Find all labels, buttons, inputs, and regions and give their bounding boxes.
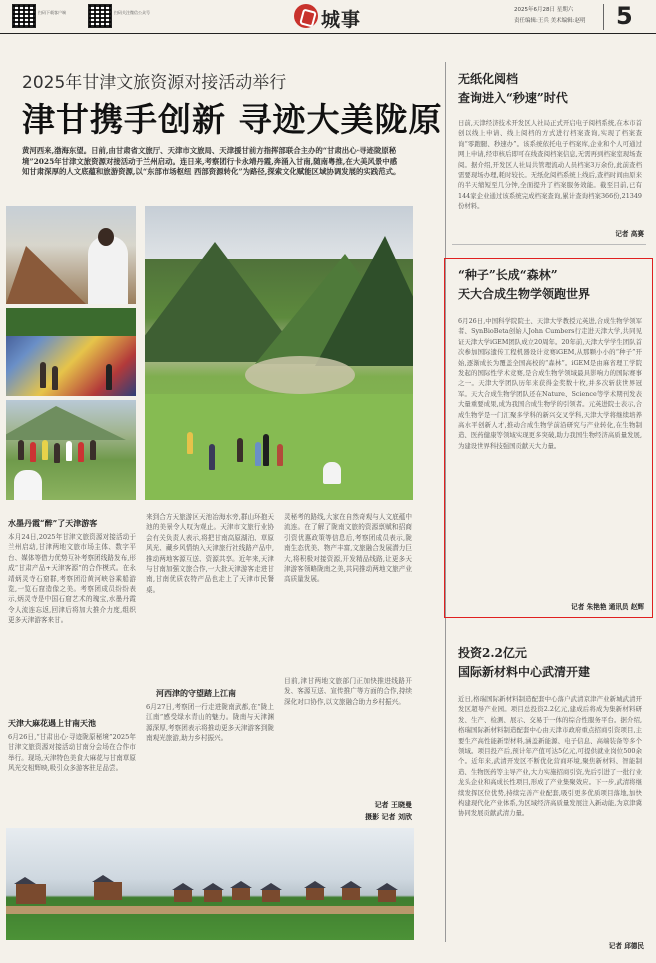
body-text-col2b: 6月27日,考察团一行走进陇南武都,在“陇上江南”感受绿水青山的魅力。陇南与天津渊源深厚,考察团表示将推动更多天津游客到陇南观光旅游,助力乡村振兴。 — [146, 703, 274, 743]
lead-intro: 黄河西来,渤海东望。日前,由甘肃省文旅厅、天津市文旅局、天津援甘前方指挥部联合主办的“甘肃出心·寻迹陇原秘境”2025年甘津文旅资源对接活动于兰州启动。连日来,考察团行卡永靖丹霞,奔涌入甘南,随南粤推,在大美风景中感知甘肃深厚的人文底蕴和旅游资源,以“东部市场枢纽 西部资源转化”为路径,探索文化赋能区域协调发展的实践范式。 — [22, 146, 401, 176]
story1-title-line2[interactable]: 查询进入“秒速”时代 — [458, 91, 568, 105]
story3-byline: 记者 邱德民 — [608, 942, 644, 950]
body-text-col2: 来到合方天旅游区天池冶海水旁,群山环抱天池的美景令人叹为观止。天津市文旅行业协会有关负责人表示,将把甘南高原湖泊、草原风光、藏乡风情纳入天津旅行社线路产品中,推动两地客源互送、资源共享。近年来,天津与甘南加强文旅合作,一大批天津游客走进甘南,甘南优质农特产品也走上了天津市民餐桌。 — [146, 513, 274, 594]
masthead — [0, 0, 656, 34]
lead-headline[interactable]: 津甘携手创新 寻迹大美陇原 — [22, 100, 443, 139]
sub-heading: 河西津的守望踏上江南 — [156, 688, 236, 698]
body-text-col1b: 6月26日,“甘肃出心·寻迹陇原秘境”2025年甘津文旅资源对接活动甘南分会场在合作市举行。现场,天津特色美食大麻花与甘南草原风光交相辉映,吸引众多游客驻足品尝。 — [8, 733, 136, 773]
section-name: 城事 — [321, 9, 362, 31]
section-logo-icon — [294, 4, 318, 28]
photo-exhibit — [6, 308, 136, 396]
qr-caption: 扫码下载客户端 — [38, 10, 66, 15]
qr-code-icon[interactable] — [12, 4, 36, 28]
story2-body: 6月26日,中国科学院院士、天津大学教授元英进,合成生物学领军者、SynBioBeta创始人John Cumbers行走进天津大学,共同见证天津大学iGEM团队成立20周年。20年前,天津大学学生团队首次参加国际遗传工程机器设计竞赛iGEM,从那颗小小的“种子”开始,逐渐成长为覆盖全国高校的“森林”。iGEM是由麻省理工学院发起的国际性学术竞赛,是合成生物学领域最具影响力的国际赛事之一。天津大学团队历年来获得金奖数十枚,并多次斩获世界冠军。天大合成生物学团队还在Nature、Science等学术期刊发表大量重要成果,成为我国合成生物学的引领者。元英进院士表示,合成生物学是一门汇聚多学科的新兴交叉学科,天津大学将继续培养高水平创新人才,推动合成生物学前沿研究与产业转化,在生物制造、医药健康等领域实现更多突破,助力我国生物经济高质量发展,为建设世界科技强国贡献天大力量。 — [458, 317, 642, 450]
photo-grassland-huts — [6, 828, 414, 940]
story1-byline: 记者 高赛 — [615, 230, 644, 238]
divider — [603, 4, 604, 30]
story2-title-line2[interactable]: 天大合成生物学领跑世界 — [458, 287, 591, 301]
story2-byline: 记者 朱艳艳 通讯员 赵辉 — [571, 603, 644, 611]
issue-editors: 责任编辑:王兵 美术编辑:赵明 — [514, 18, 586, 24]
body-text-col1: 本月24日,2025年甘津文旅资源对接活动于兰州启动,甘津两地文旅市场主体、数字平台、媒体等借力优势互补考察团线路发布,形成“甘肃产品+天津客源”的合作模式。在永靖炳灵寺石窟群,考察团沿黄河峡谷乘船游览,一览石窟造像之美。考察团成员纷纷表示,炳灵寺是中国石窟艺术的瑰宝,水墨丹霞令人流连忘返,回津后将加大推介力度,组织更多天津游客来甘。 — [8, 533, 136, 625]
issue-date: 2025年6月28日 星期六 — [514, 7, 574, 13]
divider — [452, 244, 646, 245]
photo-credit: 摄影 记者 刘欣 — [365, 812, 412, 821]
lead-kicker: 2025年甘津文旅资源对接活动举行 — [22, 73, 287, 93]
qr-code-icon[interactable] — [88, 4, 112, 28]
story1-title-line1[interactable]: 无纸化阅档 — [458, 72, 519, 86]
story3-body: 近日,格瑞国际新材料制造配套中心落户武清京津产业新城武清开发区超导产业园。项目总投资2.2亿元,建成后将成为集新材料研发、生产、检测、展示、交易于一体的综合性服务平台。据介绍,格瑞国际新材料制造配套中心由天津市政府重点招商引资项目,主要生产高性能新型材料,涵盖新能源、电子信息、高端装备等多个领域。项目投产后,预计年产值可达5亿元,可提供就业岗位500余个。近年来,武清开发区不断优化营商环境,聚焦新材料、智能制造、生物医药等主导产业,大力实施招商引资,先后引进了一批行业龙头企业和高成长性项目,形成了产业集聚效应。下一步,武清将继续发挥区位优势,持续完善产业配套,吸引更多优质项目落地,加快构建现代化产业体系,为区域经济高质量发展注入新动能,为京津冀协同发展贡献武清力量。 — [458, 695, 642, 818]
page-number: 5 — [616, 2, 633, 30]
story2-title-line1[interactable]: “种子”长成“森林” — [458, 268, 558, 282]
story3-title-line2[interactable]: 国际新材料中心武清开建 — [458, 665, 591, 679]
byline: 记者 王晓曼 — [374, 800, 412, 809]
body-text-col3b: 目前,津甘两地文旅部门正加快推进线路开发、客源互送、宣传推广等方面的合作,持续深化对口协作,以文旅融合助力乡村振兴。 — [284, 677, 412, 706]
story3-title-line1[interactable]: 投资2.2亿元 — [458, 646, 527, 660]
photo-tourist-camera — [6, 206, 136, 304]
qr-caption: 扫码关注微信公众号 — [114, 10, 150, 15]
story1-body: 日前,天津经济技术开发区人社局正式开启电子阅档系统,在本市首创以线上申请、线上阅档的方式进行档案查询,实现了档案查询“零跑腿、秒速办”。该系统依托电子档案库,企业和个人可通过网上申请,经审核后即可在线查阅档案信息,无需再到档案室现场查阅。据介绍,开发区人社局共管理流动人员档案3万余份,此前查档需要现场办理,耗时较长。无纸化阅档系统上线后,查档时间由原来的半天缩短至几分钟,全面提升了档案服务效能。截至目前,已有144家企业通过该系统完成档案查询,累计查询档案366份,21349份材料。 — [458, 119, 642, 211]
body-text-col3: 灵秘考的路线,大家在自然奇观与人文底蕴中流连。在了解了陇南文旅的资源禀赋和招商引资优惠政策等信息后,考察团成员表示,陇南生态优美、物产丰富,文旅融合发展潜力巨大,将积极对接资源,开发精品线路,让更多天津游客领略陇南之美,共同推动两地文旅产业高质量发展。 — [284, 513, 412, 584]
photo-group-meadow — [6, 400, 136, 500]
sub-heading: 天津大麻花遇上甘南天池 — [8, 718, 96, 728]
photo-mountain-meadow — [145, 206, 413, 500]
sub-heading: 水墨丹霞“醉”了天津游客 — [8, 518, 98, 528]
